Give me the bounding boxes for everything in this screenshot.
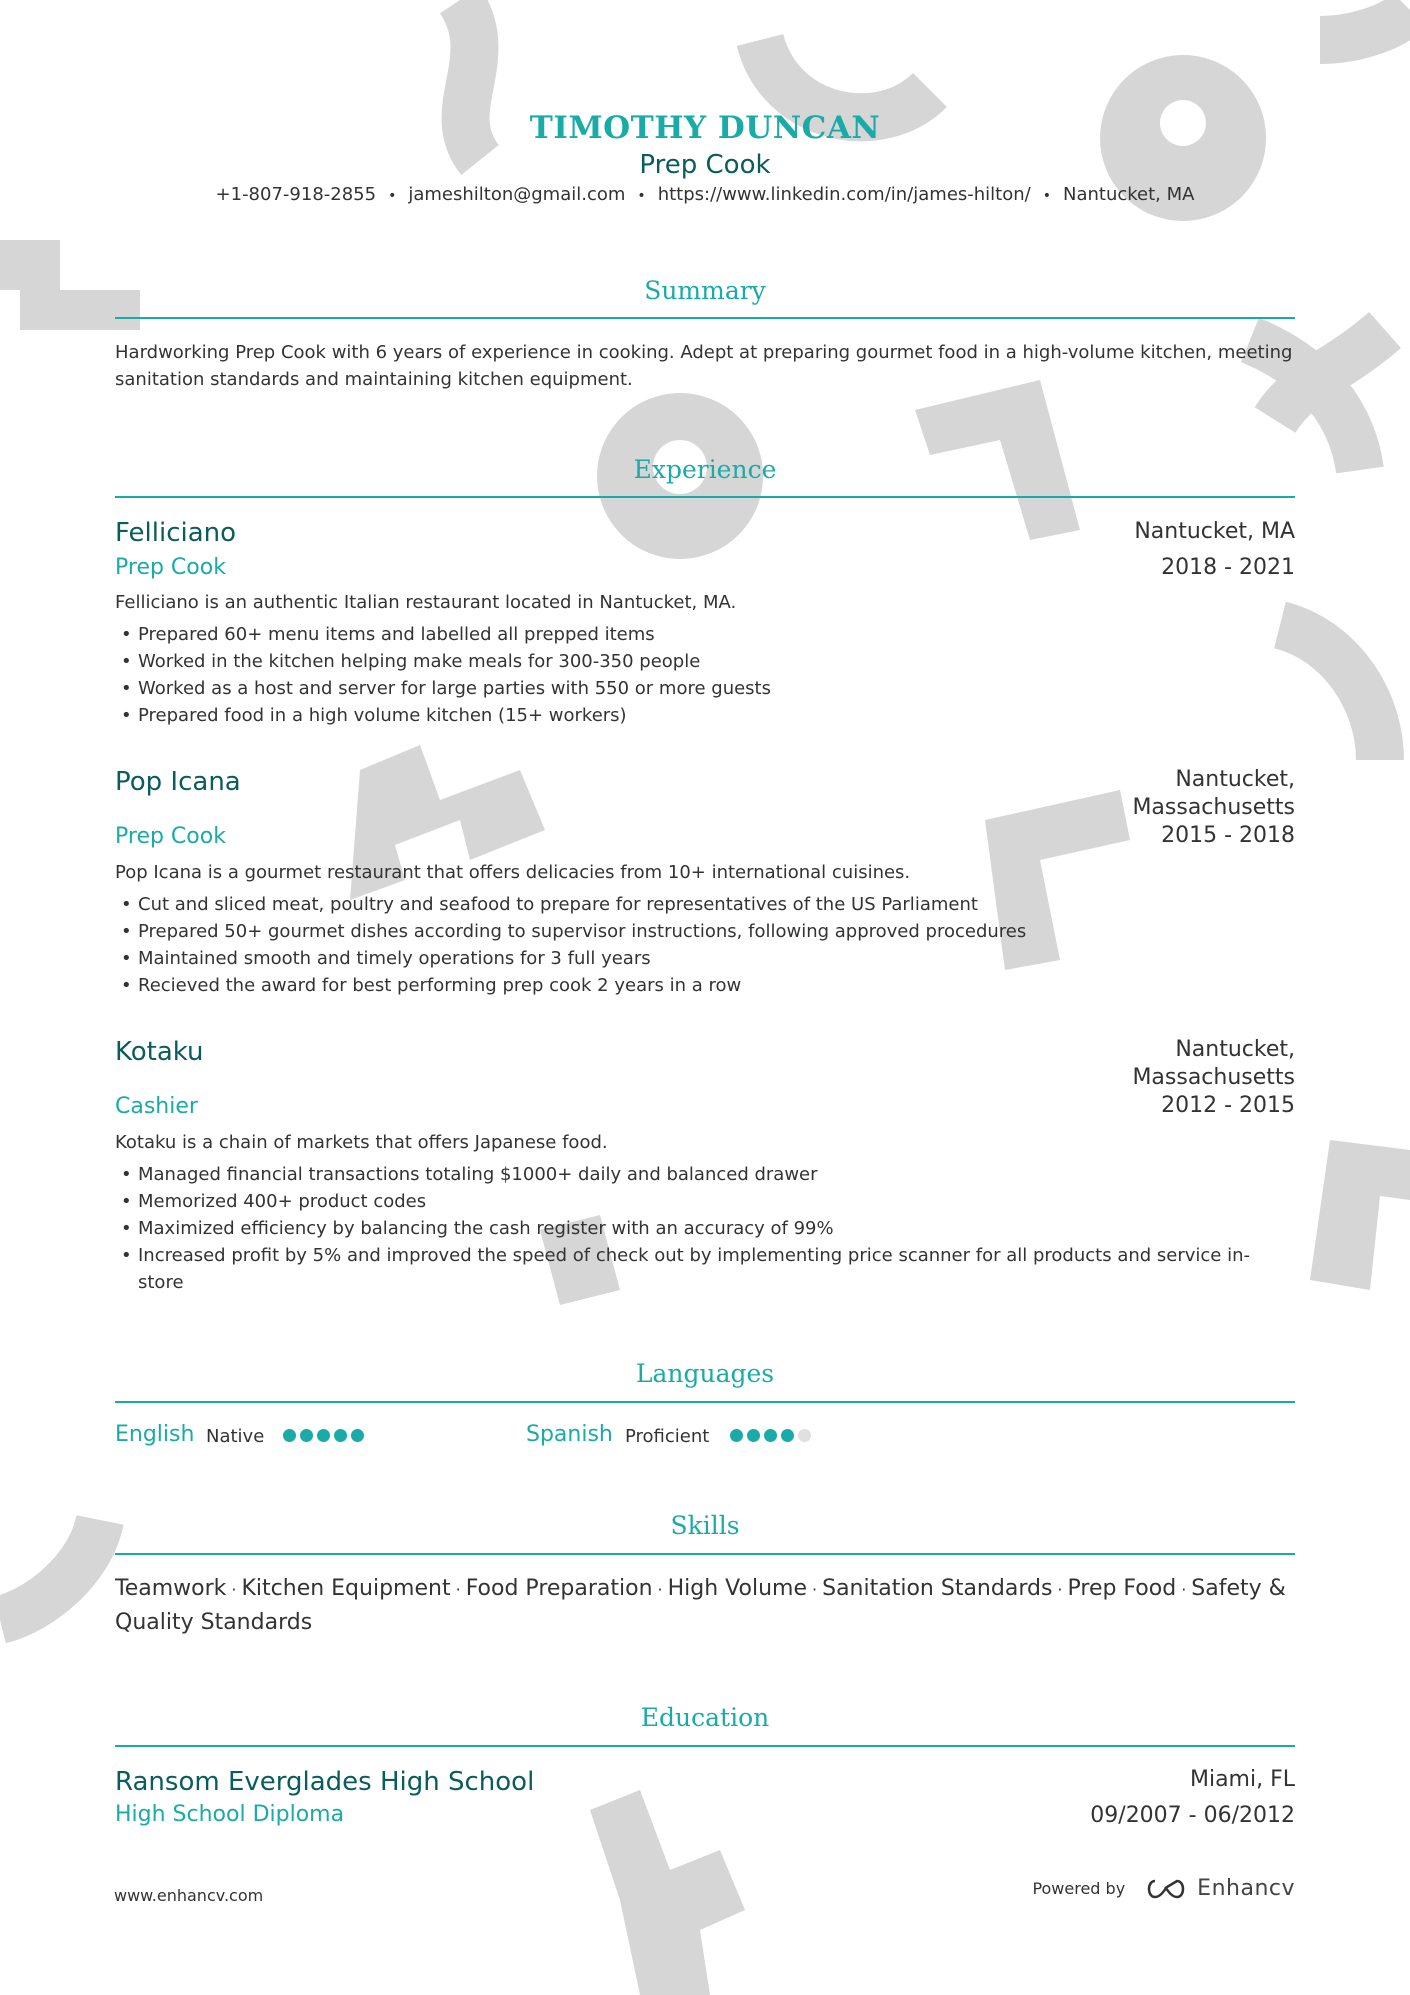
linkedin-link[interactable]: https://www.linkedin.com/in/james-hilton/ — [657, 184, 1031, 205]
job-location-line2: Massachusetts — [1132, 795, 1295, 820]
location-text: Nantucket, MA — [1062, 184, 1195, 205]
skill-item: Kitchen Equipment — [241, 1576, 451, 1601]
rating-dot-filled — [300, 1429, 313, 1442]
experience-heading: Experience — [633, 455, 777, 484]
list-item: • Increased profit by 5% and improved the speed of check out by implementing price scanner for all products and service in-store — [115, 1242, 1285, 1296]
list-item: • Memorized 400+ product codes — [115, 1188, 1285, 1215]
rating-dot-filled — [764, 1429, 777, 1442]
language-rating — [730, 1429, 811, 1442]
powered-by-label: Powered by — [1032, 1879, 1126, 1898]
company-description: Felliciano is an authentic Italian restaurant located in Nantucket, MA. — [115, 592, 737, 613]
phone-number[interactable]: +1-807-918-2855 — [215, 184, 377, 205]
job-bullets — [115, 891, 1285, 999]
list-item: • Prepared 60+ menu items and labelled all prepped items — [115, 621, 1285, 648]
skill-item: Sanitation Standards — [822, 1576, 1053, 1601]
job-location — [1132, 766, 1295, 850]
rating-dot-filled — [283, 1429, 296, 1442]
skill-separator: · — [455, 1580, 461, 1599]
skill-item: Safety & Quality Standards — [115, 1576, 1286, 1635]
company-description: Kotaku is a chain of markets that offers Japanese food. — [115, 1132, 608, 1153]
company-name: Pop Icana — [115, 767, 241, 797]
list-item: • Worked as a host and server for large parties with 550 or more guests — [115, 675, 1285, 702]
experience-divider — [115, 496, 1295, 498]
list-item: • Managed financial transactions totaling $1000+ daily and balanced drawer — [115, 1161, 1285, 1188]
job-dates: 2015 - 2018 — [1161, 823, 1295, 848]
job-bullets — [115, 1161, 1285, 1296]
language-rating — [283, 1429, 364, 1442]
skills-divider — [115, 1553, 1295, 1555]
skill-separator: · — [231, 1580, 237, 1599]
languages-divider — [115, 1401, 1295, 1403]
summary-divider — [115, 317, 1295, 319]
job-position: Cashier — [115, 1094, 198, 1119]
job-dates: 2018 - 2021 — [1161, 555, 1295, 580]
list-item: • Cut and sliced meat, poultry and seafood to prepare for representatives of the US Parliament — [115, 891, 1285, 918]
school-name: Ransom Everglades High School — [115, 1767, 535, 1797]
job-position: Prep Cook — [115, 824, 226, 849]
skill-separator: · — [657, 1580, 663, 1599]
email-link[interactable]: jameshilton@gmail.com — [408, 184, 626, 205]
separator-dot: • — [1042, 188, 1051, 204]
contact-line — [0, 184, 1410, 205]
rating-dot-filled — [351, 1429, 364, 1442]
list-item: • Prepared 50+ gourmet dishes according to supervisor instructions, following approved procedures — [115, 918, 1285, 945]
skills-heading: Skills — [670, 1511, 740, 1540]
job-position: Prep Cook — [115, 555, 226, 580]
job-location-line2: Massachusetts — [1132, 1065, 1295, 1090]
enhancv-logo[interactable] — [1143, 1876, 1295, 1901]
brand-name: Enhancv — [1197, 1876, 1295, 1901]
candidate-title: Prep Cook — [639, 150, 771, 180]
education-location: Miami, FL — [1189, 1767, 1295, 1792]
company-name: Kotaku — [115, 1037, 204, 1067]
list-item: • Maximized efficiency by balancing the cash register with an accuracy of 99% — [115, 1215, 1285, 1242]
separator-dot: • — [388, 188, 397, 204]
powered-by — [1032, 1876, 1295, 1901]
rating-dot-filled — [334, 1429, 347, 1442]
job-location — [1132, 1036, 1295, 1120]
skill-item: Food Preparation — [465, 1576, 653, 1601]
language-level: Proficient — [625, 1426, 710, 1447]
summary-heading: Summary — [644, 276, 766, 305]
skill-item: Teamwork — [115, 1576, 227, 1601]
language-level: Native — [206, 1426, 265, 1447]
rating-dot-filled — [747, 1429, 760, 1442]
candidate-name: TIMOTHY DUNCAN — [529, 110, 881, 146]
separator-dot: • — [637, 188, 646, 204]
job-dates: 2012 - 2015 — [1161, 1093, 1295, 1118]
rating-dot-filled — [730, 1429, 743, 1442]
skills-list — [115, 1572, 1295, 1639]
language-name: English — [115, 1422, 195, 1447]
education-heading: Education — [640, 1703, 770, 1732]
education-divider — [115, 1745, 1295, 1747]
language-name: Spanish — [526, 1422, 613, 1447]
skill-item: Prep Food — [1067, 1576, 1177, 1601]
list-item: • Maintained smooth and timely operations for 3 full years — [115, 945, 1285, 972]
job-location-line1: Nantucket, — [1175, 1037, 1295, 1062]
infinity-logo-icon — [1143, 1877, 1189, 1901]
website-link[interactable]: www.enhancv.com — [114, 1886, 264, 1905]
rating-dot-empty — [798, 1429, 811, 1442]
list-item: • Prepared food in a high volume kitchen (15+ workers) — [115, 702, 1285, 729]
job-location-line1: Nantucket, — [1175, 767, 1295, 792]
job-location: Nantucket, MA — [1134, 519, 1295, 544]
rating-dot-filled — [317, 1429, 330, 1442]
skill-item: High Volume — [667, 1576, 808, 1601]
rating-dot-filled — [781, 1429, 794, 1442]
skill-separator: · — [1057, 1580, 1063, 1599]
skill-separator: · — [812, 1580, 818, 1599]
list-item: • Worked in the kitchen helping make meals for 300-350 people — [115, 648, 1285, 675]
company-name: Felliciano — [115, 518, 237, 548]
job-bullets — [115, 621, 1285, 729]
summary-text: Hardworking Prep Cook with 6 years of experience in cooking. Adept at preparing gourmet food in a high-volume kitchen, meeting sanitation standards and maintaining kitchen equipment. — [115, 342, 1293, 390]
company-description: Pop Icana is a gourmet restaurant that offers delicacies from 10+ international cuisines. — [115, 862, 911, 883]
degree-name: High School Diploma — [115, 1802, 345, 1827]
list-item: • Recieved the award for best performing prep cook 2 years in a row — [115, 972, 1285, 999]
skill-separator: · — [1181, 1580, 1187, 1599]
education-dates: 09/2007 - 06/2012 — [1090, 1803, 1295, 1828]
languages-heading: Languages — [635, 1359, 775, 1388]
